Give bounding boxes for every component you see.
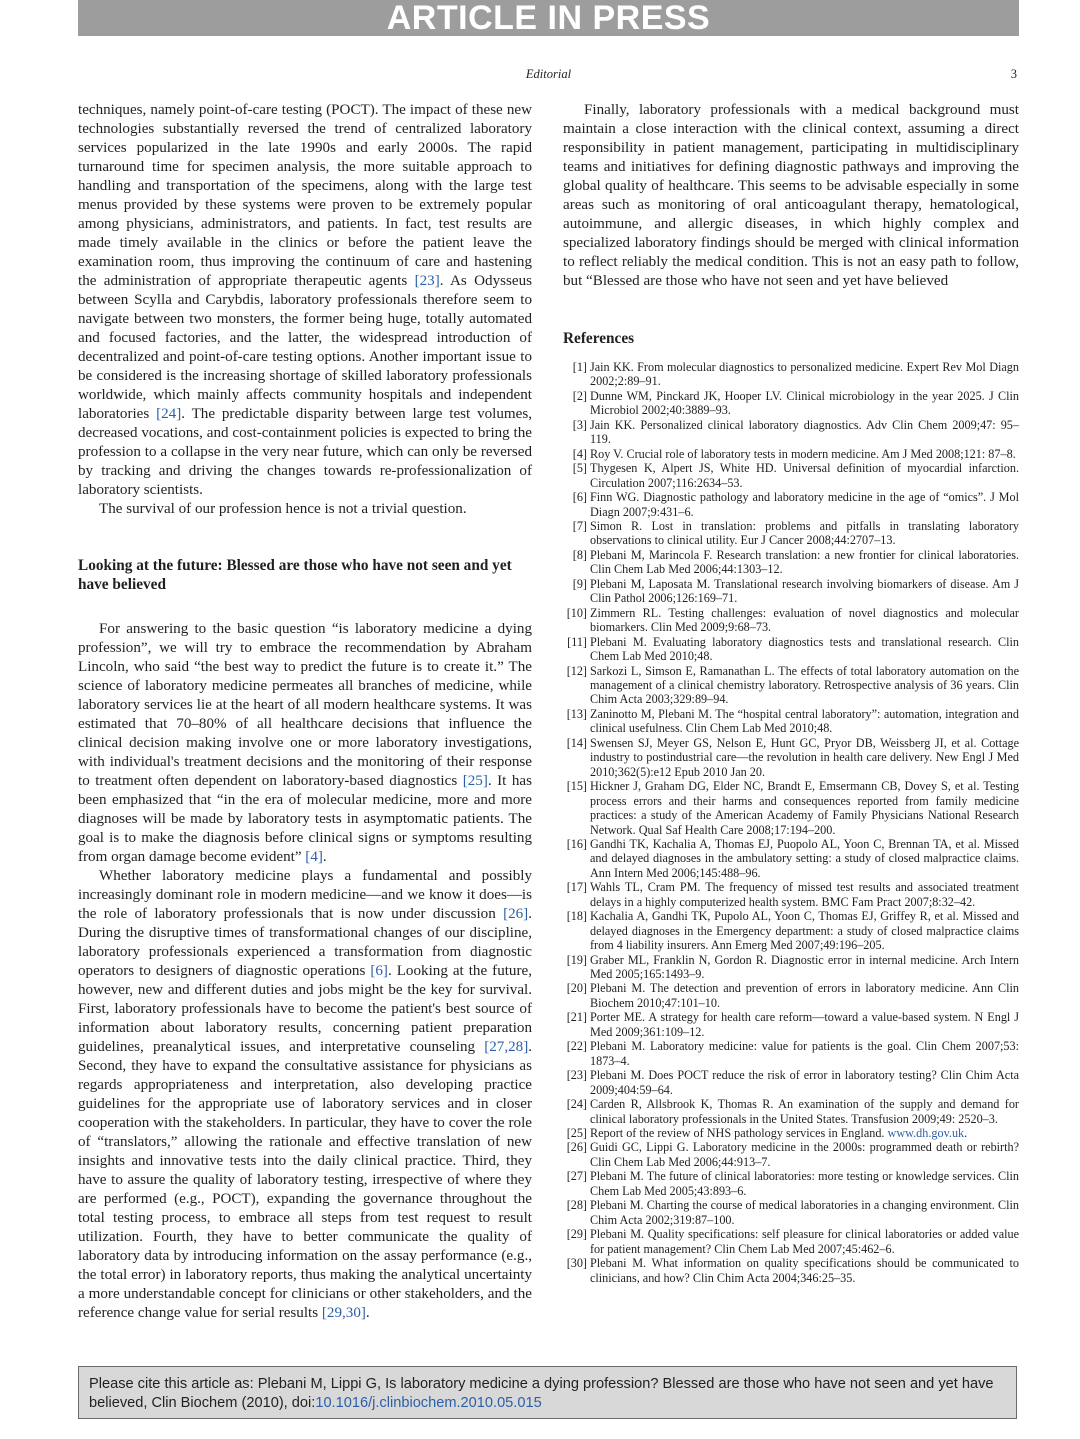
reference-item: [563, 664, 1019, 707]
reference-item: [563, 707, 1019, 736]
reference-item: [563, 1039, 1019, 1068]
reference-number: [18]: [566, 909, 587, 924]
reference-text: Thygesen K, Alpert JS, White HD. Universal definition of myocardial infarction. Circulation 2007;116:2634–53.: [590, 461, 1019, 490]
text-run: . Looking at the future, however, new and different duties and jobs might be the key for survival. First, laboratory professionals have to become the patient's best source of information about laboratory results, concerning patient preparation guidelines, preanalytical issues, and interpretative counseling: [78, 963, 532, 1055]
reference-number: [26]: [566, 1140, 587, 1155]
reference-item: [563, 447, 1019, 461]
reference-number: [10]: [566, 605, 587, 620]
reference-text: Hickner J, Graham DG, Elder NC, Brandt E, Emsermann CB, Dovey S, et al. Testing process errors and their harms and consequences reported from family medicine practices: a study of the American Academy of Family Physicians National Research Network. Qual Saf Health Care 2008;17:194–200.: [590, 779, 1019, 837]
citation-link[interactable]: [4]: [305, 849, 323, 865]
reference-number: [21]: [566, 1010, 587, 1025]
reference-number: [17]: [566, 880, 587, 895]
reference-number: [19]: [566, 952, 587, 967]
reference-text: Plebani M. Laboratory medicine: value for patients is the goal. Clin Chem 2007;53: 1873–4.: [590, 1039, 1019, 1068]
reference-text: Simon R. Lost in translation: problems and pitfalls in translating laboratory observations to clinical utility. Eur J Cancer 2008;44:2707–13.: [590, 518, 1019, 548]
reference-number: [27]: [566, 1169, 587, 1184]
reference-number: [14]: [566, 735, 587, 750]
reference-item: [563, 548, 1019, 577]
reference-text: Swensen SJ, Meyer GS, Nelson E, Hunt GC, Pryor DB, Weissberg JI, et al. Cottage industry to postindustrial care—the revolution in health care delivery. New Engl J Med 2010;362(5):e12 Epub 2010 Jan 20.: [590, 735, 1019, 779]
reference-text: Kachalia A, Gandhi TK, Pupolo AL, Yoon C, Thomas EJ, Griffey R, et al. Missed and delayed diagnoses in the Emergency department: a study of closed malpractice claims from 4 liability insurers. Ann Emerg Med 2007;49:196–205.: [590, 909, 1019, 953]
reference-url-link[interactable]: www.dh.gov.uk: [887, 1126, 965, 1141]
citation-link[interactable]: [26]: [503, 906, 529, 922]
citation-link[interactable]: [24]: [156, 406, 182, 422]
text-run: . As Odysseus between Scylla and Carybdis, laboratory professionals therefore seem to navigate between two monsters, the former being huge, totally automated and focused factories, and the latter, the widespread introduction of decentralized and point-of-care testing options. Another important issue to be considered is the increasing shortage of skilled laboratory professionals worldwide, which mainly affects community hospitals and independent laboratories: [78, 273, 532, 422]
reference-number: [3]: [572, 417, 587, 432]
reference-text: Porter ME. A strategy for health care reform—toward a value-based system. N Engl J Med 2009;361:109–12.: [590, 1010, 1019, 1039]
reference-item: [563, 953, 1019, 982]
reference-number: [9]: [572, 576, 587, 591]
text-run: . It has been emphasized that “in the era of molecular medicine, more and more diagnoses will be made by laboratory tests in asymptomatic patients. The goal is to make the diagnosis before clinical signs or symptoms resulting from organ damage become evident”: [78, 773, 532, 865]
section-heading: Looking at the future: Blessed are those who have not seen and yet have believed: [78, 557, 512, 593]
reference-item: [563, 880, 1019, 909]
reference-item: [563, 1126, 1019, 1140]
body-paragraph: [78, 867, 532, 1323]
reference-number: [5]: [572, 461, 587, 476]
reference-text: Plebani M. The detection and prevention of errors in laboratory medicine. Ann Clin Biochem 2010;47:101–10.: [590, 981, 1019, 1010]
reference-item: [563, 461, 1019, 490]
text-run: techniques, namely point-of-care testing (POCT). The impact of these new technologies substantially reversed the trend of centralized laboratory services popularized in the late 1990s and early 2000s. The rapid turnaround time for specimen analysis, the more suitable approach to handling and transportation of the specimens, along with the large test menus provided by these systems were proven to be extremely popular among physicians, administrators, and patients. In fact, test results are made timely available in the clinics or before the patient leave the examination room, thus improving the continuum of care and hastening the administration of appropriate therapeutic agents: [78, 102, 532, 289]
body-paragraph: [78, 101, 532, 500]
reference-item: [563, 909, 1019, 952]
reference-number: [30]: [566, 1256, 587, 1271]
citation-link[interactable]: [25]: [462, 773, 488, 789]
citation-link[interactable]: [27,28]: [484, 1039, 529, 1055]
text-run: Whether laboratory medicine plays a fundamental and possibly increasingly dominant role in modern medicine—and we know it does—is the role of laboratory professionals that is now under discussion: [78, 868, 532, 922]
text-run: . The predictable disparity between large test volumes, decreased vocations, and cost-containment policies is expected to bring the profession to a collapse in the very near future, which can only be reversed by tracking and driving the changes towards re-professionalization of laboratory scientists.: [78, 406, 532, 498]
reference-number: [13]: [566, 706, 587, 721]
reference-item: [563, 519, 1019, 548]
reference-text: Roy V. Crucial role of laboratory tests in modern medicine. Am J Med 2008;121: 87–8.: [590, 446, 1016, 461]
reference-number: [28]: [566, 1198, 587, 1213]
reference-item: [563, 779, 1019, 837]
journal-section-label: Editorial: [525, 67, 572, 81]
text-run: For answering to the basic question “is laboratory medicine a dying profession”, we will try to embrace the recommendation by Abraham Lincoln, who said “the best way to predict the future is to create it.” The science of laboratory medicine permeates all branches of medicine, while laboratory services lie at the heart of all modern healthcare systems. It was estimated that 70–80% of all healthcare decisions that influence the clinical decision making involve one or more laboratory investigations, with individual's treatment decisions and the monitoring of their response to treatment often dependent on laboratory-based diagnostics: [78, 621, 532, 789]
reference-number: [25]: [566, 1126, 587, 1141]
right-column: [563, 101, 1019, 1285]
reference-item: [563, 1198, 1019, 1227]
reference-text: Guidi GC, Lippi G. Laboratory medicine in the 2000s: programmed death or rebirth? Clin Chem Lab Med 2006;44:913–7.: [590, 1140, 1019, 1169]
reference-text: Plebani M. What information on quality specifications should be communicated to clinicians, and how? Clin Chim Acta 2004;346:25–35.: [590, 1256, 1019, 1285]
reference-text: Finn WG. Diagnostic pathology and laboratory medicine in the age of “omics”. J Mol Diagn 2007;9:431–6.: [590, 490, 1019, 519]
reference-number: [11]: [567, 634, 587, 649]
reference-item: [563, 606, 1019, 635]
reference-text: Jain KK. Personalized clinical laboratory diagnostics. Adv Clin Chem 2009;47: 95–119.: [590, 417, 1019, 447]
reference-text: Wahls TL, Cram PM. The frequency of missed test results and associated treatment delays in a highly computerized health system. BMC Fam Pract 2007;8:32–42.: [590, 880, 1019, 909]
reference-item: [563, 1010, 1019, 1039]
citation-link[interactable]: [29,30]: [321, 1305, 366, 1321]
citation-link[interactable]: [6]: [370, 963, 388, 979]
citation-notice: [78, 1366, 1017, 1419]
reference-item: [563, 1256, 1019, 1285]
reference-number: [22]: [566, 1039, 587, 1054]
article-in-press-banner: ARTICLE IN PRESS: [78, 0, 1019, 36]
reference-number: [2]: [572, 388, 587, 403]
reference-text: Plebani M, Marincola F. Research translation: a new frontier for clinical laboratories. Clin Chem Lab Med 2006;44:1303–12.: [590, 547, 1019, 577]
reference-number: [15]: [566, 779, 587, 794]
reference-number: [16]: [566, 836, 587, 851]
reference-item: [563, 1140, 1019, 1169]
reference-item: [563, 1068, 1019, 1097]
reference-item: [563, 736, 1019, 779]
reference-text: Gandhi TK, Kachalia A, Thomas EJ, Puopolo AL, Yoon C, Brennan TA, et al. Missed and delayed diagnoses in the ambulatory setting: a study of closed malpractice claims. Ann Intern Med 2006;145:488–96.: [590, 836, 1019, 880]
left-column: [78, 101, 532, 1323]
reference-number: [24]: [566, 1097, 587, 1112]
reference-text: Graber ML, Franklin N, Gordon R. Diagnostic error in internal medicine. Arch Intern Med 2005;165:1493–9.: [590, 952, 1019, 982]
reference-text: Jain KK. From molecular diagnostics to personalized medicine. Expert Rev Mol Diagn 2002;2:89–91.: [590, 360, 1019, 389]
body-paragraph: The survival of our profession hence is not a trivial question.: [99, 501, 467, 517]
reference-item: [563, 1227, 1019, 1256]
body-paragraph: [78, 620, 532, 867]
reference-list: [563, 360, 1019, 1285]
reference-item: [563, 577, 1019, 606]
text-run: .: [322, 849, 327, 865]
reference-text: Plebani M. Quality specifications: self pleasure for clinical laboratories or added value for patient management? Clin Chem Lab Med 2007;45:462–6.: [590, 1227, 1019, 1256]
reference-text: Plebani M. Evaluating laboratory diagnostics tests and translational research. Clin Chem Lab Med 2010;48.: [590, 634, 1019, 664]
reference-text: Report of the review of NHS pathology services in England.: [590, 1126, 888, 1141]
reference-text: Carden R, Allsbrook K, Thomas R. An examination of the supply and demand for clinical laboratory professionals in the United States. Transfusion 2009;49: 2520–3.: [590, 1097, 1019, 1126]
reference-text: Zaninotto M, Plebani M. The “hospital central laboratory”: automation, integration and clinical usefulness. Clin Chem Lab Med 2010;48.: [590, 706, 1019, 736]
page-number: 3: [1010, 67, 1017, 81]
reference-text: Dunne WM, Pinckard JK, Hooper LV. Clinical microbiology in the year 2025. J Clin Microbiol 2002;40:3889–93.: [590, 388, 1019, 418]
reference-number: [6]: [572, 490, 587, 505]
reference-text: Sarkozi L, Simson E, Ramanathan L. The effects of total laboratory automation on the management of a clinical chemistry laboratory. Retrospective analysis of 36 years. Clin Chim Acta 2003;329:89–94.: [590, 663, 1019, 707]
reference-text: Plebani M. Does POCT reduce the risk of error in laboratory testing? Clin Chim Acta 2009;404:59–64.: [590, 1068, 1019, 1097]
reference-item: [563, 1169, 1019, 1198]
reference-item: [563, 837, 1019, 880]
reference-number: [1]: [572, 360, 587, 374]
doi-link[interactable]: 10.1016/j.clinbiochem.2010.05.015: [315, 1394, 542, 1411]
reference-number: [12]: [566, 663, 587, 678]
reference-item: [563, 981, 1019, 1010]
reference-number: [8]: [572, 547, 587, 562]
reference-item: [563, 490, 1019, 519]
reference-text: Zimmern RL. Testing challenges: evaluation of novel diagnostics and molecular biomarkers. Clin Med 2009;9:68–73.: [590, 605, 1019, 635]
reference-item: [563, 1097, 1019, 1126]
reference-item: [563, 389, 1019, 418]
reference-item: [563, 418, 1019, 447]
reference-text: Plebani M. The future of clinical laboratories: more testing or knowledge services. Clin Chem Lab Med 2005;43:893–6.: [590, 1169, 1019, 1198]
reference-item: [563, 360, 1019, 389]
citation-link[interactable]: [23]: [414, 273, 440, 289]
running-head: [78, 64, 1019, 84]
text-run: . During the disruptive times of transformational changes of our discipline, laboratory professionals experienced a transformation from diagnostic operators to designers of diagnostic operations: [78, 906, 532, 979]
reference-number: [23]: [566, 1068, 587, 1083]
body-paragraph: Finally, laboratory professionals with a medical background must maintain a close interaction with the clinical context, assuming a direct responsibility in patient management, participating in multidisciplinary teams and initiatives for defining diagnostic pathways and improving the global quality of healthcare. This seems to be advisable especially in some areas such as monitoring of oral anticoagulant therapy, hematological, autoimmune, and allergic diseases, in which highly complex and specialized laboratory findings should be merged with clinical information to reflect reliably the medical condition. This is not an easy path to follow, but “Blessed are those who have not seen and yet have believed: [563, 102, 1019, 289]
reference-item: [563, 635, 1019, 664]
text-run: . Second, they have to expand the consultative assistance for physicians as regards appropriateness and interpretation, also developing practice guidelines for the appropriate use of laboratory services and in closer cooperation with the stakeholders. In particular, they have to cover the role of “translators,” allowing the rationale and effective translation of new insights and innovative tests into the daily clinical practice. Third, they have to assure the quality of laboratory testing, irrespective of where they are performed (e.g., POCT), expanding the governance throughout the total testing process, to embrace all steps from test request to result utilization. Fourth, they have to better communicate the quality of laboratory data by introducing information on the assay performance (e.g., the total error) in laboratory reports, thus making the analytical uncertainty a more understandable concept for clinicians or other stakeholders, and the reference change value for serial results: [78, 1039, 532, 1321]
reference-text: .: [964, 1126, 968, 1141]
citation-text: Please cite this article as: Plebani M, Lippi G, Is laboratory medicine a dying profession? Blessed are those who have not seen and yet have believed, Clin Biochem (2010), doi:: [89, 1376, 994, 1411]
reference-text: Plebani M, Laposata M. Translational research involving biomarkers of disease. Am J Clin Pathol 2006;126:169–71.: [590, 576, 1019, 606]
reference-number: [29]: [566, 1227, 587, 1242]
text-run: .: [365, 1305, 370, 1321]
reference-number: [7]: [572, 518, 587, 533]
reference-text: Plebani M. Charting the course of medical laboratories in a changing environment. Clin Chim Acta 2002;319:87–100.: [590, 1198, 1019, 1227]
references-heading: References: [563, 330, 635, 347]
reference-number: [4]: [572, 446, 587, 461]
reference-number: [20]: [566, 981, 587, 996]
